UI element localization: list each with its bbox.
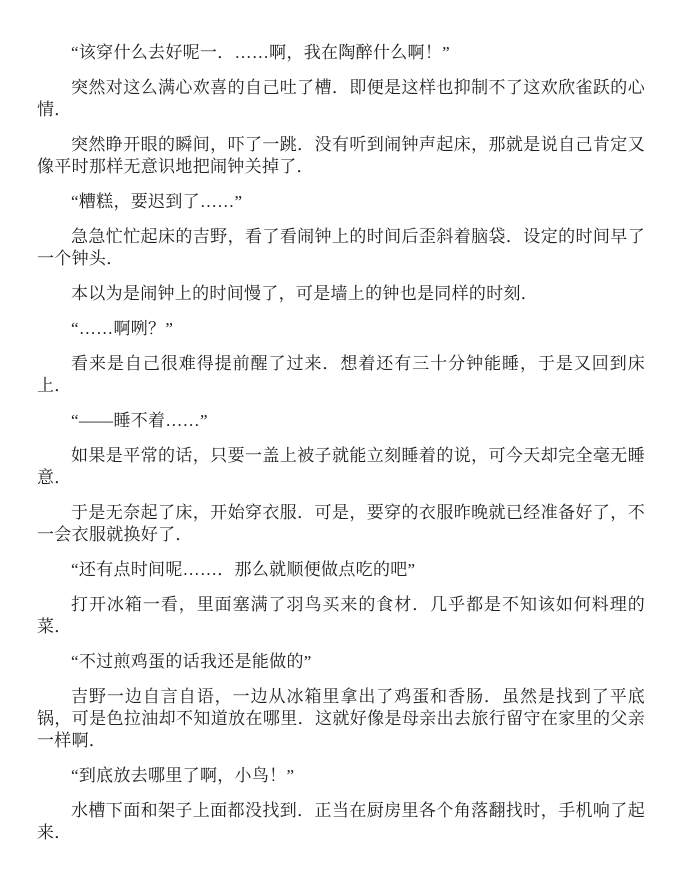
- dialogue-paragraph: “糟糕，要迟到了……”: [71, 192, 243, 211]
- narration-paragraph: 于是无奈起了床，开始穿衣服．可是，要穿的衣服昨晚就已经准备好了，不一会衣服就换好了．: [37, 503, 645, 544]
- narration-paragraph: 突然对这么满心欢喜的自己吐了槽．即便是这样也抑制不了这欢欣雀跃的心情．: [37, 78, 645, 119]
- narration-paragraph: 打开冰箱一看，里面塞满了羽鸟买来的食材．几乎都是不知该如何料理的菜．: [37, 595, 645, 636]
- dialogue-paragraph: “还有点时间呢……．那么就顺便做点吃的吧”: [71, 560, 416, 579]
- narration-paragraph: 看来是自己很难得提前醒了过来．想着还有三十分钟能睡，于是又回到床上．: [37, 354, 645, 395]
- narration-paragraph: 水槽下面和架子上面都没找到．正当在厨房里各个角落翻找时，手机响了起来．: [37, 801, 645, 842]
- dialogue-paragraph: “到底放去哪里了啊，小鸟！”: [71, 766, 295, 785]
- narration-paragraph: 急急忙忙起床的吉野，看了看闹钟上的时间后歪斜着脑袋．设定的时间早了一个钟头．: [37, 227, 645, 268]
- dialogue-paragraph: “……啊咧？”: [71, 319, 174, 338]
- dialogue-paragraph: “——睡不着……”: [71, 411, 208, 430]
- narration-paragraph: 吉野一边自言自语，一边从冰箱里拿出了鸡蛋和香肠．虽然是找到了平底锅，可是色拉油却不知道放在哪里．这就好像是母亲出去旅行留守在家里的父亲一样啊．: [37, 687, 645, 750]
- dialogue-paragraph: “不过煎鸡蛋的话我还是能做的”: [71, 652, 312, 671]
- narration-paragraph: 如果是平常的话，只要一盖上被子就能立刻睡着的说，可今天却完全毫无睡意．: [37, 446, 645, 487]
- narration-paragraph: 本以为是闹钟上的时间慢了，可是墙上的钟也是同样的时刻．: [71, 284, 539, 303]
- dialogue-paragraph: “该穿什么去好呢一．……啊，我在陶醉什么啊！”: [71, 43, 450, 62]
- narration-paragraph: 突然睁开眼的瞬间，吓了一跳．没有听到闹钟声起床，那就是说自己肯定又像平时那样无意识地把闹钟关掉了．: [37, 135, 645, 176]
